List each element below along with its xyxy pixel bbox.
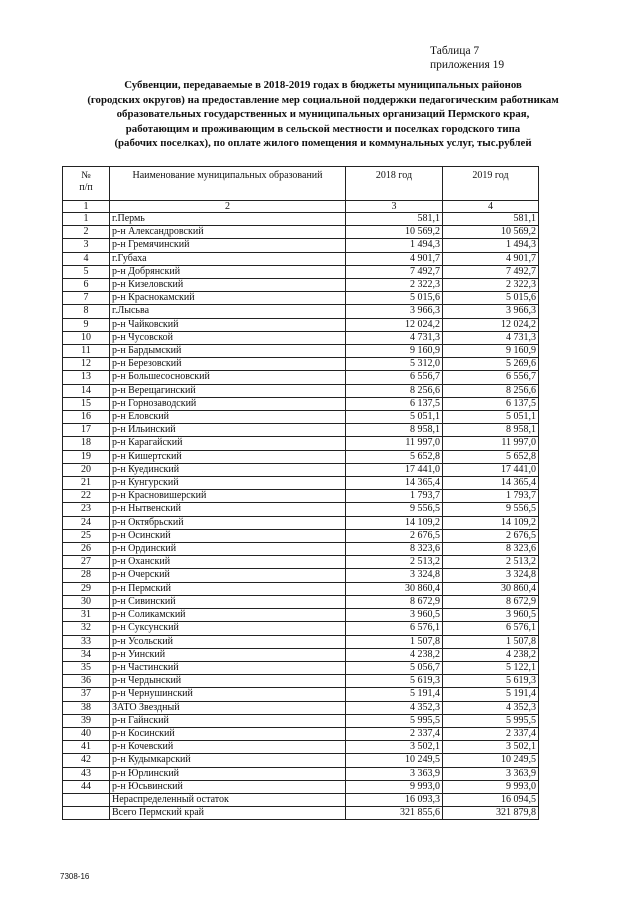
table-row (63, 529, 539, 542)
value-2019: 3 324,8 (443, 569, 539, 582)
table-row (63, 807, 539, 820)
row-number: 43 (63, 767, 110, 780)
table-row (63, 331, 539, 344)
municipality-name: р-н Оханский (110, 556, 346, 569)
table-row (63, 503, 539, 516)
column-number: 4 (443, 201, 539, 213)
value-2018: 7 492,7 (346, 265, 443, 278)
municipality-name: р-н Юрлинский (110, 767, 346, 780)
value-2019: 14 109,2 (443, 516, 539, 529)
header-2018: 2018 год (346, 167, 443, 201)
value-2018: 30 860,4 (346, 582, 443, 595)
value-2019: 1 494,3 (443, 239, 539, 252)
municipality-name: р-н Александровский (110, 226, 346, 239)
row-number: 8 (63, 305, 110, 318)
municipality-name: р-н Чернушинский (110, 688, 346, 701)
value-2019: 5 015,6 (443, 292, 539, 305)
value-2019: 5 191,4 (443, 688, 539, 701)
row-number: 40 (63, 727, 110, 740)
municipality-name: р-н Частинский (110, 661, 346, 674)
value-2018: 581,1 (346, 213, 443, 226)
municipality-name: р-н Нытвенский (110, 503, 346, 516)
row-number (63, 807, 110, 820)
value-2018: 6 576,1 (346, 622, 443, 635)
municipality-name: р-н Юсьвинский (110, 780, 346, 793)
municipality-name: р-н Большесосновский (110, 371, 346, 384)
value-2018: 5 995,5 (346, 714, 443, 727)
municipality-name: Всего Пермский край (110, 807, 346, 820)
table-row (63, 252, 539, 265)
municipality-name: р-н Очерский (110, 569, 346, 582)
row-number: 39 (63, 714, 110, 727)
value-2018: 2 513,2 (346, 556, 443, 569)
value-2019: 9 160,9 (443, 345, 539, 358)
municipality-name: р-н Кудымкарский (110, 754, 346, 767)
header-2019: 2019 год (443, 167, 539, 201)
row-number: 31 (63, 609, 110, 622)
value-2018: 5 056,7 (346, 661, 443, 674)
value-2019: 10 569,2 (443, 226, 539, 239)
document-code: 7308-16 (60, 872, 90, 881)
row-number: 11 (63, 345, 110, 358)
municipality-name: р-н Уинский (110, 648, 346, 661)
table-row (63, 675, 539, 688)
value-2019: 3 960,5 (443, 609, 539, 622)
value-2018: 10 569,2 (346, 226, 443, 239)
row-number: 38 (63, 701, 110, 714)
table-row (63, 292, 539, 305)
value-2018: 8 256,6 (346, 384, 443, 397)
value-2018: 4 352,3 (346, 701, 443, 714)
table-body (63, 213, 539, 820)
value-2019: 14 365,4 (443, 477, 539, 490)
table-row (63, 239, 539, 252)
municipality-name: Нераспределенный остаток (110, 793, 346, 806)
value-2019: 11 997,0 (443, 437, 539, 450)
value-2019: 1 793,7 (443, 490, 539, 503)
value-2019: 6 576,1 (443, 622, 539, 635)
value-2019: 3 966,3 (443, 305, 539, 318)
table-row (63, 556, 539, 569)
value-2018: 6 137,5 (346, 397, 443, 410)
value-2019: 10 249,5 (443, 754, 539, 767)
title-line: (рабочих поселках), по оплате жилого помещения и коммунальных услуг, тыс.рублей (114, 137, 532, 150)
municipality-name: г.Пермь (110, 213, 346, 226)
value-2018: 16 093,3 (346, 793, 443, 806)
row-number: 9 (63, 318, 110, 331)
value-2018: 8 958,1 (346, 424, 443, 437)
municipality-name: р-н Чайковский (110, 318, 346, 331)
row-number: 4 (63, 252, 110, 265)
table-row (63, 754, 539, 767)
row-number: 20 (63, 463, 110, 476)
row-number: 24 (63, 516, 110, 529)
row-number: 28 (63, 569, 110, 582)
value-2018: 321 855,6 (346, 807, 443, 820)
column-number: 2 (110, 201, 346, 213)
header-municipality: Наименование муниципальных образований (110, 167, 346, 201)
value-2019: 6 137,5 (443, 397, 539, 410)
value-2019: 3 363,9 (443, 767, 539, 780)
value-2018: 5 191,4 (346, 688, 443, 701)
municipality-name: р-н Осинский (110, 529, 346, 542)
table-row (63, 490, 539, 503)
row-number: 21 (63, 477, 110, 490)
municipality-name: р-н Чусовской (110, 331, 346, 344)
table-row (63, 305, 539, 318)
value-2019: 4 731,3 (443, 331, 539, 344)
value-2019: 9 556,5 (443, 503, 539, 516)
value-2018: 1 507,8 (346, 635, 443, 648)
table-row (63, 450, 539, 463)
value-2018: 4 238,2 (346, 648, 443, 661)
municipality-name: р-н Чердынский (110, 675, 346, 688)
table-row (63, 741, 539, 754)
table-number: Таблица 7 (430, 45, 480, 57)
value-2018: 2 676,5 (346, 529, 443, 542)
appendix-number: приложения 19 (430, 59, 505, 71)
municipality-name: р-н Гремячинский (110, 239, 346, 252)
value-2018: 4 901,7 (346, 252, 443, 265)
row-number: 22 (63, 490, 110, 503)
value-2018: 5 619,3 (346, 675, 443, 688)
row-number: 42 (63, 754, 110, 767)
value-2019: 5 995,5 (443, 714, 539, 727)
value-2018: 9 556,5 (346, 503, 443, 516)
row-number: 14 (63, 384, 110, 397)
value-2018: 5 312,0 (346, 358, 443, 371)
table-row (63, 714, 539, 727)
value-2018: 2 322,3 (346, 279, 443, 292)
value-2019: 5 122,1 (443, 661, 539, 674)
municipality-name: р-н Еловский (110, 411, 346, 424)
municipality-name: р-н Красновишерский (110, 490, 346, 503)
title-line: работающим и проживающим в сельской местности и поселках городского типа (125, 122, 521, 135)
table-row (63, 411, 539, 424)
table-row (63, 622, 539, 635)
value-2019: 4 238,2 (443, 648, 539, 661)
column-number: 3 (346, 201, 443, 213)
value-2019: 8 323,6 (443, 543, 539, 556)
municipality-name: р-н Горнозаводский (110, 397, 346, 410)
value-2018: 3 966,3 (346, 305, 443, 318)
value-2019: 5 619,3 (443, 675, 539, 688)
title-line: Субвенции, передаваемые в 2018-2019 годах в бюджеты муниципальных районов (124, 79, 522, 91)
value-2018: 17 441,0 (346, 463, 443, 476)
value-2018: 5 051,1 (346, 411, 443, 424)
value-2018: 3 363,9 (346, 767, 443, 780)
row-number: 34 (63, 648, 110, 661)
row-number: 10 (63, 331, 110, 344)
value-2018: 2 337,4 (346, 727, 443, 740)
row-number: 26 (63, 543, 110, 556)
value-2019: 8 958,1 (443, 424, 539, 437)
value-2019: 5 051,1 (443, 411, 539, 424)
table-row (63, 345, 539, 358)
municipality-name: р-н Верещагинский (110, 384, 346, 397)
row-number: 6 (63, 279, 110, 292)
municipality-name: р-н Добрянский (110, 265, 346, 278)
value-2018: 3 502,1 (346, 741, 443, 754)
table-row (63, 516, 539, 529)
row-number: 41 (63, 741, 110, 754)
column-number: 1 (63, 201, 110, 213)
table-row (63, 265, 539, 278)
table-row (63, 635, 539, 648)
value-2018: 14 365,4 (346, 477, 443, 490)
municipality-name: г.Губаха (110, 252, 346, 265)
value-2019: 3 502,1 (443, 741, 539, 754)
value-2018: 8 672,9 (346, 595, 443, 608)
row-number: 7 (63, 292, 110, 305)
value-2018: 6 556,7 (346, 371, 443, 384)
table-reference (430, 44, 610, 72)
table-header-row (63, 167, 539, 201)
municipality-name: р-н Карагайский (110, 437, 346, 450)
municipality-name: р-н Краснокамский (110, 292, 346, 305)
table-row (63, 701, 539, 714)
municipality-name: р-н Сивинский (110, 595, 346, 608)
row-number: 19 (63, 450, 110, 463)
municipality-name: р-н Косинский (110, 727, 346, 740)
table-row (63, 780, 539, 793)
value-2019: 4 352,3 (443, 701, 539, 714)
municipality-name: р-н Соликамский (110, 609, 346, 622)
value-2018: 3 324,8 (346, 569, 443, 582)
table-row (63, 582, 539, 595)
municipality-name: р-н Пермский (110, 582, 346, 595)
value-2019: 6 556,7 (443, 371, 539, 384)
value-2018: 11 997,0 (346, 437, 443, 450)
table-row (63, 595, 539, 608)
table-row (63, 569, 539, 582)
value-2019: 9 993,0 (443, 780, 539, 793)
municipality-name: р-н Усольский (110, 635, 346, 648)
value-2018: 12 024,2 (346, 318, 443, 331)
value-2019: 5 269,6 (443, 358, 539, 371)
value-2019: 2 676,5 (443, 529, 539, 542)
row-number: 33 (63, 635, 110, 648)
table-row (63, 648, 539, 661)
value-2018: 14 109,2 (346, 516, 443, 529)
column-numbers-row (63, 201, 539, 213)
value-2019: 2 322,3 (443, 279, 539, 292)
row-number: 32 (63, 622, 110, 635)
row-number: 25 (63, 529, 110, 542)
municipality-name: р-н Березовский (110, 358, 346, 371)
row-number: 5 (63, 265, 110, 278)
municipality-name: г.Лысьва (110, 305, 346, 318)
row-number: 17 (63, 424, 110, 437)
value-2019: 4 901,7 (443, 252, 539, 265)
title-line: образовательных государственных и муниципальных организаций Пермского края, (116, 108, 530, 121)
table-row (63, 727, 539, 740)
row-number: 16 (63, 411, 110, 424)
value-2018: 1 793,7 (346, 490, 443, 503)
value-2018: 9 160,9 (346, 345, 443, 358)
municipality-name: р-н Бардымский (110, 345, 346, 358)
table-row (63, 463, 539, 476)
value-2018: 5 015,6 (346, 292, 443, 305)
municipality-name: р-н Кочевский (110, 741, 346, 754)
table-row (63, 661, 539, 674)
value-2018: 4 731,3 (346, 331, 443, 344)
table-row (63, 543, 539, 556)
table-row (63, 767, 539, 780)
municipality-name: р-н Кизеловский (110, 279, 346, 292)
row-number: 30 (63, 595, 110, 608)
municipality-name: р-н Суксунский (110, 622, 346, 635)
table-row (63, 358, 539, 371)
value-2019: 8 672,9 (443, 595, 539, 608)
table-row (63, 279, 539, 292)
value-2018: 5 652,8 (346, 450, 443, 463)
municipality-name: ЗАТО Звездный (110, 701, 346, 714)
row-number: 36 (63, 675, 110, 688)
row-number: 3 (63, 239, 110, 252)
municipality-name: р-н Октябрьский (110, 516, 346, 529)
municipality-name: р-н Гайнский (110, 714, 346, 727)
row-number: 13 (63, 371, 110, 384)
table-row (63, 384, 539, 397)
value-2019: 16 094,5 (443, 793, 539, 806)
row-number (63, 793, 110, 806)
value-2019: 17 441,0 (443, 463, 539, 476)
header-number: № п/п (63, 167, 110, 201)
document-title (58, 78, 588, 151)
municipality-name: р-н Ординский (110, 543, 346, 556)
table-row (63, 371, 539, 384)
table-row (63, 424, 539, 437)
row-number: 12 (63, 358, 110, 371)
row-number: 15 (63, 397, 110, 410)
municipality-name: р-н Кишертский (110, 450, 346, 463)
value-2018: 3 960,5 (346, 609, 443, 622)
value-2019: 12 024,2 (443, 318, 539, 331)
value-2019: 321 879,8 (443, 807, 539, 820)
value-2019: 2 337,4 (443, 727, 539, 740)
row-number: 2 (63, 226, 110, 239)
value-2018: 9 993,0 (346, 780, 443, 793)
value-2019: 8 256,6 (443, 384, 539, 397)
municipality-name: р-н Ильинский (110, 424, 346, 437)
table-row (63, 437, 539, 450)
row-number: 44 (63, 780, 110, 793)
row-number: 27 (63, 556, 110, 569)
row-number: 37 (63, 688, 110, 701)
subsidies-table (62, 166, 539, 820)
row-number: 23 (63, 503, 110, 516)
municipality-name: р-н Куединский (110, 463, 346, 476)
table-row (63, 397, 539, 410)
title-line: (городских округов) на предоставление мер социальной поддержки педагогическим работникам (87, 93, 559, 106)
value-2019: 5 652,8 (443, 450, 539, 463)
table-row (63, 226, 539, 239)
table-row (63, 477, 539, 490)
value-2019: 2 513,2 (443, 556, 539, 569)
municipality-name: р-н Кунгурский (110, 477, 346, 490)
value-2018: 8 323,6 (346, 543, 443, 556)
value-2018: 1 494,3 (346, 239, 443, 252)
table-row (63, 793, 539, 806)
row-number: 1 (63, 213, 110, 226)
value-2018: 10 249,5 (346, 754, 443, 767)
value-2019: 7 492,7 (443, 265, 539, 278)
value-2019: 1 507,8 (443, 635, 539, 648)
value-2019: 581,1 (443, 213, 539, 226)
row-number: 29 (63, 582, 110, 595)
table-row (63, 213, 539, 226)
table-row (63, 318, 539, 331)
table-row (63, 609, 539, 622)
row-number: 18 (63, 437, 110, 450)
row-number: 35 (63, 661, 110, 674)
table-row (63, 688, 539, 701)
value-2019: 30 860,4 (443, 582, 539, 595)
